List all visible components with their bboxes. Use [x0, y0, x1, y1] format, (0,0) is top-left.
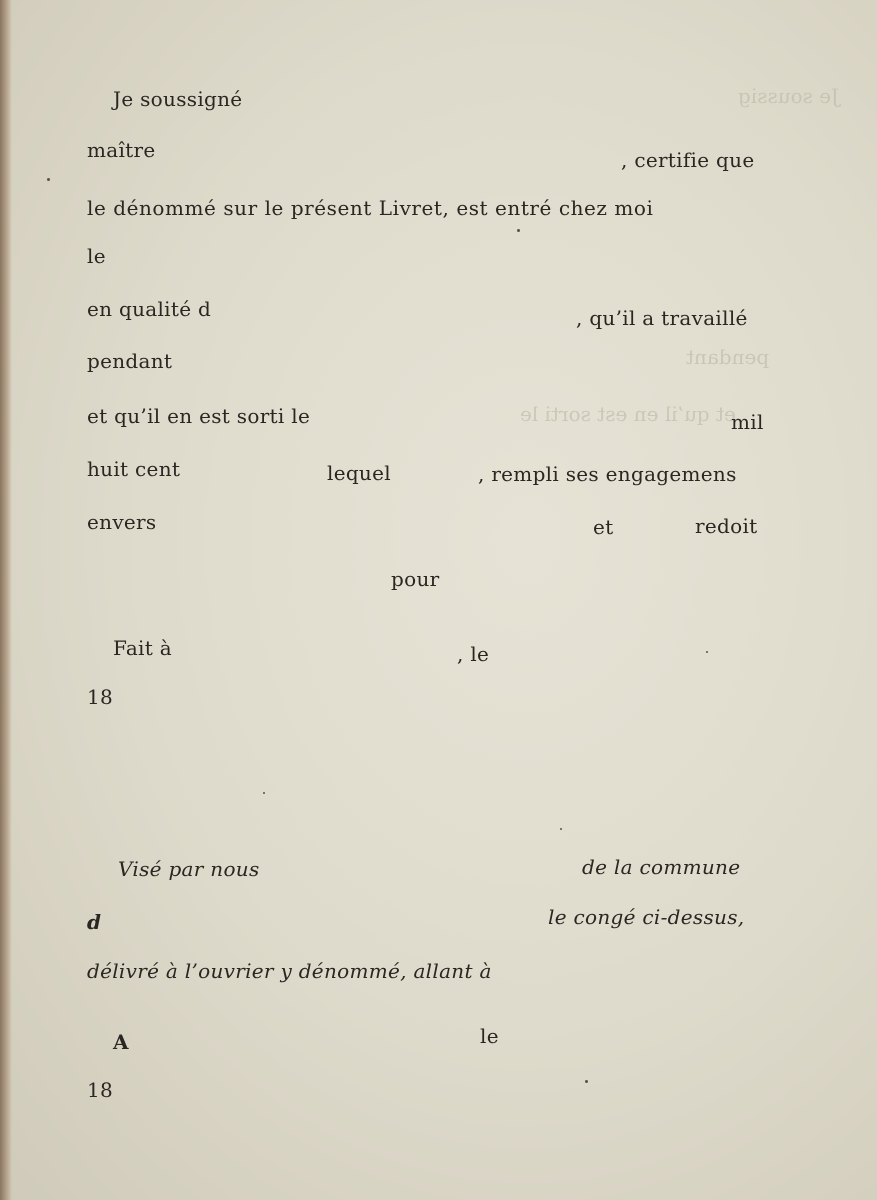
cert-huit-cent: huit cent	[87, 457, 181, 481]
vise-d: d	[87, 910, 102, 934]
cert-qualite: en qualité d	[87, 297, 212, 321]
cert-redoit: redoit	[695, 514, 758, 538]
cert-certifie: , certifie que	[621, 148, 755, 172]
cert-fait-a: Fait à	[113, 636, 172, 660]
paper-speck	[585, 1080, 588, 1083]
cert-year-18: 18	[87, 685, 114, 709]
cert-date-le: , le	[457, 642, 490, 666]
cert-travaille: , qu’il a travaillé	[576, 306, 748, 330]
show-through-mark: pendant	[686, 345, 770, 369]
cert-line-1: Je soussigné	[113, 87, 243, 111]
paper-speck	[560, 828, 562, 830]
cert-le: le	[87, 244, 106, 268]
vise-a: A	[113, 1030, 129, 1054]
paper-speck	[47, 178, 50, 181]
paper-speck	[517, 229, 520, 232]
paper-speck	[706, 651, 708, 653]
cert-line-3: le dénommé sur le présent Livret, est entré chez moi	[87, 196, 654, 220]
vise-year-18: 18	[87, 1078, 114, 1102]
show-through-mark: Je soussig	[738, 84, 840, 108]
cert-mil: mil	[731, 410, 764, 434]
cert-engagemens: , rempli ses engagemens	[478, 462, 737, 486]
cert-pour: pour	[391, 567, 440, 591]
vise-le: le	[480, 1024, 499, 1048]
cert-et: et	[593, 515, 614, 539]
cert-pendant: pendant	[87, 349, 173, 373]
cert-envers: envers	[87, 510, 157, 534]
cert-lequel: lequel	[327, 461, 391, 485]
page-edge	[0, 0, 12, 1200]
paper-speck	[263, 792, 265, 794]
show-through-mark: et qu’il en est sorti le	[520, 402, 736, 426]
cert-sorti: et qu’il en est sorti le	[87, 404, 311, 428]
cert-maitre: maître	[87, 138, 156, 162]
vise-par-nous: Visé par nous	[118, 857, 260, 881]
vise-commune: de la commune	[582, 855, 741, 879]
vise-delivre: délivré à l’ouvrier y dénommé, allant à	[87, 959, 492, 983]
vise-conge: le congé ci-dessus,	[548, 905, 745, 929]
